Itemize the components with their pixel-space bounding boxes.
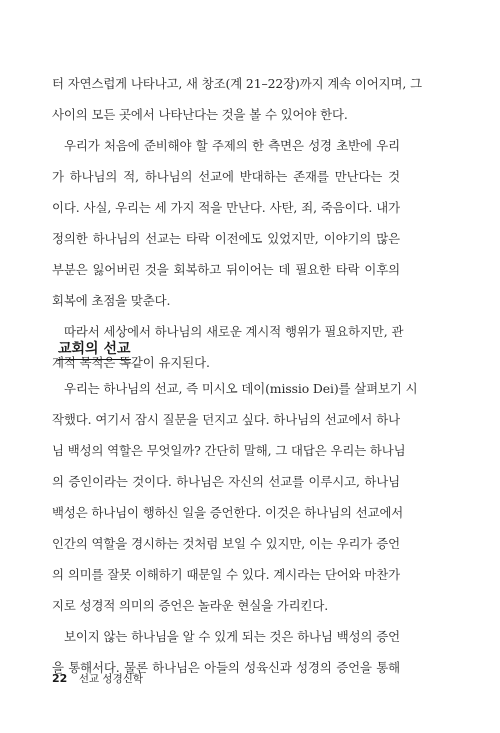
text-line: 따라서 세상에서 하나님의 새로운 계시적 행위가 필요하지만, 관 [64,324,404,339]
section-heading: 교회의 선교 [58,340,131,360]
text-line: 부분은 잃어버린 것을 회복하고 뒤이어는 데 필요한 타락 이후의 [52,262,400,277]
text-line: 님 백성의 역할은 무엇일까? 간단히 말해, 그 대답은 우리는 하나님 [52,443,406,458]
text-line: 가 하나님의 적, 하나님의 선교에 반대하는 존재를 만난다는 것 [52,169,400,184]
text-line: 작했다. 여기서 잠시 질문을 던지고 싶다. 하나님의 선교에서 하나 [52,412,400,427]
text-line: 회복에 초점을 맞춘다. [52,293,171,308]
text-line: 사이의 모든 곳에서 나타난다는 것을 볼 수 있어야 한다. [52,107,348,122]
text-line: 의 증인이라는 것이다. 하나님은 자신의 선교를 이루시고, 하나님 [52,474,400,489]
text-line: 계적 목적은 똑같이 유지된다. [52,355,210,370]
text-line: 백성은 하나님이 행하신 일을 증언한다. 이것은 하나님의 선교에서 [52,505,404,520]
text-line: 정의한 하나님의 선교는 타락 이전에도 있었지만, 이야기의 많은 [52,231,400,246]
text-line: 지로 성경적 의미의 증언은 놀라운 현실을 가리킨다. [52,598,329,613]
text-line: 의 의미를 잘못 이해하기 때문일 수 있다. 계시라는 단어와 마찬가 [52,567,400,582]
text-line: 우리는 하나님의 선교, 즉 미시오 데이(missio Dei)를 살펴보기 시 [64,381,418,396]
text-line: 우리가 처음에 준비해야 할 주제의 한 측면은 성경 초반에 우리 [64,138,400,153]
running-title: 선교 성경신학 [78,673,144,685]
text-line: 인간의 역할을 경시하는 것처럼 보일 수 있지만, 이는 우리가 증언 [52,536,400,551]
page-number: 22 [52,672,68,685]
text-line: 이다. 사실, 우리는 세 가지 적을 만난다. 사탄, 죄, 죽음이다. 내가 [52,200,400,215]
body-text-top [52,68,422,378]
text-line: 보이지 않는 하나님을 알 수 있게 되는 것은 하나님 백성의 증언 [64,629,400,644]
text-line: 터 자연스럽게 나타나고, 새 창조(계 21–22장)까지 계속 이어지며, 그 [52,76,422,91]
text-line: 을 통해서다. 물론 하나님은 아들의 성육신과 성경의 증언을 통해 [52,660,400,675]
page-footer [52,671,143,686]
body-text-bottom [52,373,418,683]
